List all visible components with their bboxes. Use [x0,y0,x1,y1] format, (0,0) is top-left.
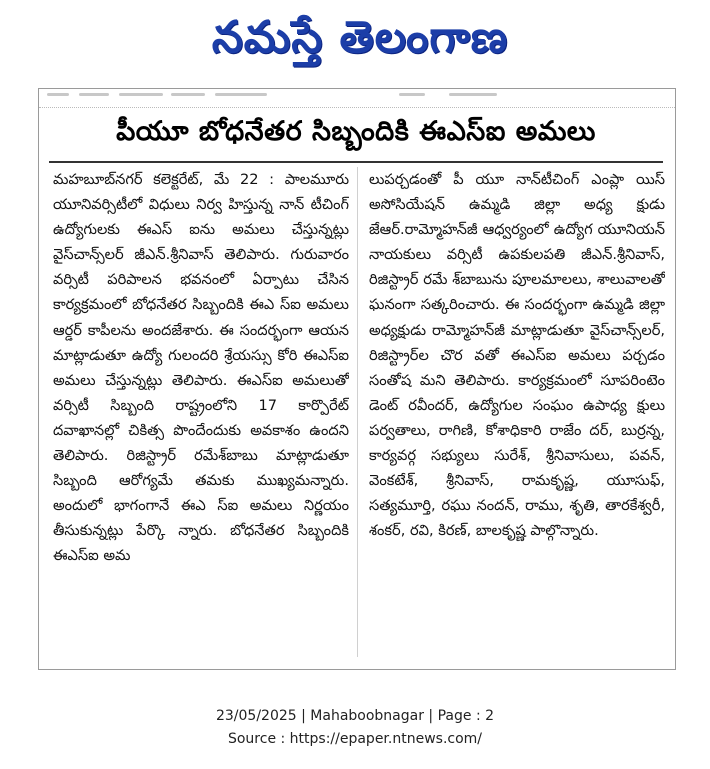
headline-rule [49,161,663,163]
column-divider [357,167,358,657]
article-body-left: మహబూబ్‌నగర్ కలెక్టరేట్, మే 22 : పాలమూరు యూనివర్సిటీలో విధులు నిర్వ హిస్తున్న నాన్ టీచింగ్ ఉద్యోగులకు ఈఎస్ ఐను అమలు చేస్తున్నట్లు వైస్‌చాన్స్‌లర్ జీఎన్.శ్రీనివాస్ తెలిపారు. గురువారం వర్సిటీ పరిపాలన భవనంలో ఏర్పాటు చేసిన కార్యక్రమంలో బోధనేతర సిబ్బందికి ఈఎ స్ఐ అమలు ఆర్డర్ కాపీలను అందజేశారు. ఈ సందర్భంగా ఆయన మాట్లాడుతూ ఉద్యో గులందరి శ్రేయస్సు కోరి ఈఎస్ఐ అమలు చేస్తున్నట్లు తెలిపారు. ఈఎస్ఐ అమలుతో వర్సిటీ సిబ్బంది రాష్ట్రంలోని 17 కార్పొరేట్ దవాఖానల్లో చికిత్స పొందేందుకు అవకాశం ఉందని తెలిపారు. రిజిస్ట్రార్ రమేశ్‌బాబు మాట్లాడుతూ సిబ్బంది ఆరోగ్యమే తమకు ముఖ్యమన్నారు. అందులో భాగంగానే ఈఎ స్ఐ అమలు నిర్ణయం తీసుకున్నట్లు పేర్కొ న్నారు. బోధనేతర సిబ్బందికి ఈఎస్ఐ అమ [53,171,349,565]
newspaper-masthead [150,8,570,78]
article-clipping [38,88,676,670]
article-body-right: లుపర్చడంతో పీ యూ నాన్‌టీచింగ్ ఎంప్లా యిస్ అసోసియేషన్ ఉమ్మడి జిల్లా అధ్య క్షుడు జేఆర్.రామ్మోహన్‌జీ ఆధ్వర్యంలో ఉద్యోగ యూనియన్ నాయకులు వర్సిటీ ఉపకులపతి జీఎన్.శ్రీనివాస్, రిజిస్ట్రార్ రమే శ్‌బాబును పూలమాలలు, శాలువాలతో ఘనంగా సత్కరించారు. ఈ సందర్భంగా ఉమ్మడి జిల్లా అధ్యక్షుడు రామ్మోహన్‌జీ మాట్లాడుతూ వైస్‌చాన్స్‌లర్, రిజిస్ట్రార్‌ల చొర వతో ఈఎస్ఐ అమలు పర్చడం సంతోష మని తెలిపారు. కార్యక్రమంలో సూపరింటెం డెంట్ రవీందర్, ఉద్యోగుల సంఘం ఉపాధ్య క్షులు పర్వతాలు, రాగిణి, కోశాధికారి రాజేం దర్, బుర్రన్న, కార్యవర్గ సభ్యులు సురేశ్, శ్రీనివాసులు, పవన్, వెంకటేశ్, శ్రీనివాస్, రామకృష్ణ, యూసుఫ్, సత్యమూర్తి, రఘు నందన్, రాము, శృతి, తారకేశ్వరీ, శంకర్, రవి, కిరణ్, బాలకృష్ణ పాల్గొన్నారు. [369,171,665,540]
article-column-left [53,167,349,662]
footer-date-edition: 23/05/2025 | Mahaboobnagar | Page : 2 [215,708,495,724]
masthead-title: నమస్తే తెలంగాణ [211,12,509,63]
article-column-right [369,167,665,662]
cropped-text-strip [39,89,675,108]
footer-source: Source : https://epaper.ntnews.com/ [227,731,483,747]
article-headline: పీయూ బోధనేతర సిబ్బందికి ఈఎస్ఐ అమలు [116,116,596,147]
